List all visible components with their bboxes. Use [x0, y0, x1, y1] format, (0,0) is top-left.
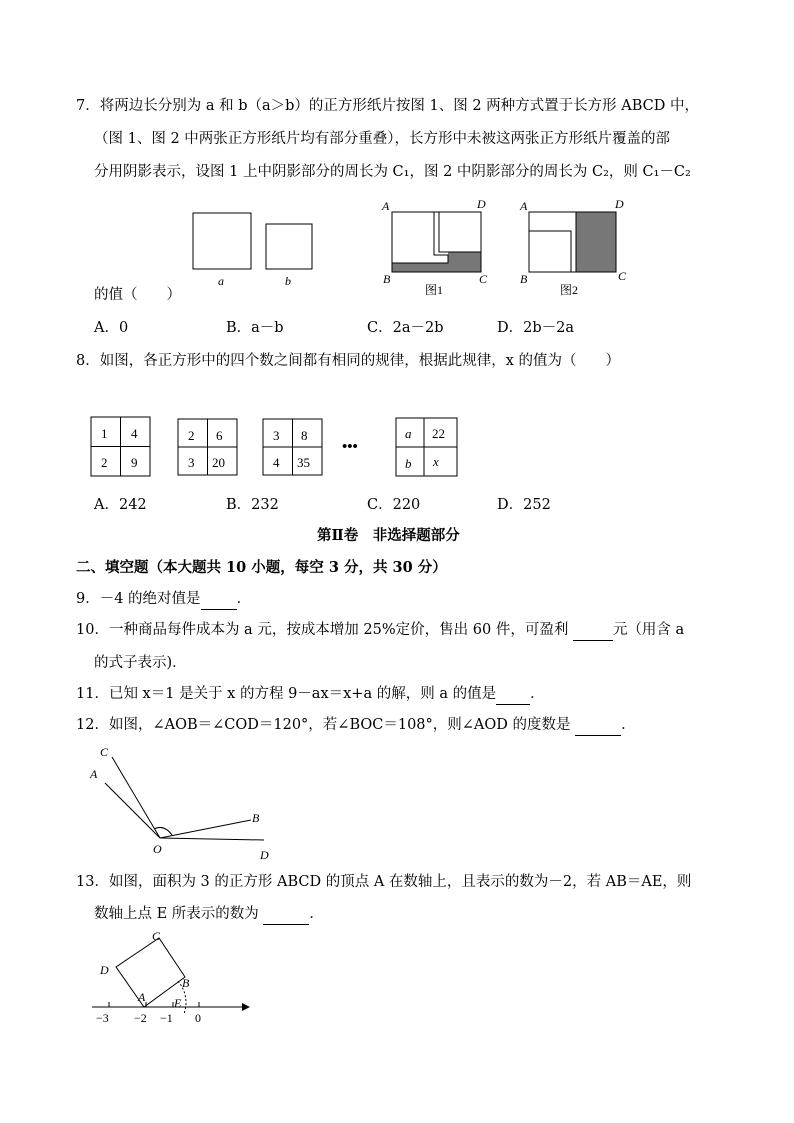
q10-line-1: [76, 620, 684, 641]
q7-option-a: A．0: [94, 320, 129, 336]
grid-3-br: 35: [297, 455, 310, 470]
fig2-label-A: A: [520, 199, 528, 213]
q7-line-3: 分用阴影表示，设图 1 上中阴影部分的周长为 C₁，图 2 中阴影部分的周长为 C₂，则 C₁－C₂: [94, 164, 691, 180]
fig1-square-b: [439, 212, 481, 252]
ray-od: [160, 838, 264, 840]
grid-3-tr: 8: [301, 428, 308, 443]
label-B: B: [252, 811, 260, 825]
fig1-square-a-edge: [434, 252, 448, 263]
q11-answer-blank[interactable]: [496, 684, 530, 705]
fig2-caption: 图2: [560, 283, 579, 297]
grid-3: [263, 419, 322, 475]
grid-1-tl: 1: [101, 426, 108, 441]
grid-2-tl: 2: [188, 428, 195, 443]
q13-text: 数轴上点 E 所表示的数为: [94, 906, 264, 922]
angle-arc: [154, 827, 172, 835]
q7-option-b: B．a－b: [226, 320, 284, 336]
q7-figure-2: [515, 196, 635, 302]
grid-4-tr: 22: [432, 426, 445, 441]
grid-2: [178, 419, 237, 475]
fig1-shade: [392, 263, 481, 272]
fig1-label-C: C: [479, 272, 488, 286]
q13-answer-blank[interactable]: [263, 904, 309, 925]
q10-line1-end: 元（用含 a: [612, 622, 685, 638]
grid-4-tl: a: [405, 426, 412, 441]
tick-neg1: −1: [160, 1011, 173, 1025]
fig2-label-D: D: [615, 197, 624, 211]
q12-answer-blank[interactable]: [575, 715, 621, 736]
q9-answer-blank[interactable]: [201, 589, 237, 610]
label-C: C: [152, 929, 161, 943]
grid-2-br: 20: [212, 455, 225, 470]
tick-zero: 0: [195, 1011, 201, 1025]
label-D: D: [100, 963, 109, 977]
fig1-label-B: B: [383, 272, 391, 286]
q7-line-2: （图 1、图 2 中两张正方形纸片均有部分重叠），长方形中未被这两张正方形纸片覆盖的部: [94, 131, 671, 147]
fig2-square-a: [529, 212, 576, 272]
q7-option-d: D．2b－2a: [497, 320, 575, 336]
grid-2-tr: 6: [216, 428, 223, 443]
label-E: E: [174, 996, 182, 1010]
q8-option-c: C．220: [367, 497, 421, 513]
axis-arrow: [242, 1003, 250, 1011]
section-title: 第Ⅱ卷 非选择题部分: [317, 527, 460, 544]
q9-text: 9．－4 的绝对值是: [76, 591, 201, 607]
q13-line-2: [94, 904, 324, 925]
q10-text: 10．一种商品每件成本为 a 元，按成本增加 25%定价，售出 60 件，可盈利: [76, 622, 573, 638]
grid-3-tl: 3: [273, 428, 280, 443]
q11: [76, 684, 545, 705]
square-b: [266, 224, 312, 269]
label-A: A: [138, 990, 146, 1004]
label-A: A: [90, 767, 98, 781]
q11-text: 11．已知 x＝1 是关于 x 的方程 9－ax＝x+a 的解，则 a 的值是: [76, 686, 497, 702]
q8-grids-figure: [90, 416, 470, 484]
tick-neg2: −2: [134, 1011, 147, 1025]
label-D: D: [260, 848, 269, 862]
label-C: C: [100, 745, 109, 759]
fig1-label-A: A: [382, 199, 390, 213]
label-B: B: [182, 976, 190, 990]
label-O: O: [153, 842, 162, 856]
fig1-label-D: D: [477, 197, 486, 211]
fig1-caption: 图1: [425, 283, 444, 297]
grid-1-bl: 2: [101, 455, 108, 470]
grid-4: [396, 418, 457, 476]
q10-line-2: 的式子表示)．: [94, 655, 187, 671]
q13-line-1: 13．如图，面积为 3 的正方形 ABCD 的顶点 A 在数轴上，且表示的数为－2，若 AB＝AE，则: [76, 874, 692, 890]
grid-4-br: x: [433, 454, 439, 469]
q8-option-a: A．242: [94, 497, 147, 513]
grid-1-br: 9: [131, 455, 138, 470]
q7-squares-figure: [186, 208, 326, 298]
grid-ellipsis: •••: [342, 439, 358, 455]
q7-figure-1: [378, 196, 498, 302]
grid-3-bl: 4: [273, 455, 280, 470]
grid-1: [91, 417, 150, 476]
part-2-heading: 二、填空题（本大题共 10 小题，每空 3 分，共 30 分）: [76, 559, 447, 576]
fig2-label-B: B: [520, 272, 528, 286]
tick-neg3: −3: [96, 1011, 109, 1025]
q8-line-1: 8．如图，各正方形中的四个数之间都有相同的规律，根据此规律，x 的值为（ ）: [76, 353, 621, 369]
q12-angle-figure: [86, 740, 286, 870]
q8-option-b: B．232: [226, 497, 279, 513]
square-b-label: b: [285, 274, 291, 288]
q12: [76, 715, 636, 736]
square-a: [193, 213, 251, 269]
grid-2-bl: 3: [188, 455, 195, 470]
q11-end: ．: [530, 686, 545, 702]
q7-line-4: 的值（ ）: [94, 287, 181, 303]
fig2-shade: [576, 212, 616, 272]
q10-answer-blank[interactable]: [573, 620, 613, 641]
q7-line-1: 7．将两边长分别为 a 和 b（a＞b）的正方形纸片按图 1、图 2 两种方式置于长方形 ABCD 中，: [76, 98, 700, 114]
square-a-label: a: [218, 274, 224, 288]
q12-text: 12．如图，∠AOB＝∠COD＝120°，若∠BOC＝108°，则∠AOD 的度数是: [76, 717, 576, 733]
q9: [76, 589, 251, 610]
grid-4-bl: b: [405, 456, 412, 471]
q12-end: ．: [621, 717, 636, 733]
ray-ob: [160, 820, 251, 838]
q13-end: ．: [309, 906, 324, 922]
fig1-shade-2: [448, 252, 481, 263]
fig2-label-C: C: [618, 269, 627, 283]
q7-option-c: C．2a－2b: [367, 320, 444, 336]
grid-1-tr: 4: [131, 426, 138, 441]
q9-end: ．: [236, 591, 252, 607]
q8-option-d: D．252: [497, 497, 551, 513]
q13-number-line-figure: [86, 928, 256, 1032]
